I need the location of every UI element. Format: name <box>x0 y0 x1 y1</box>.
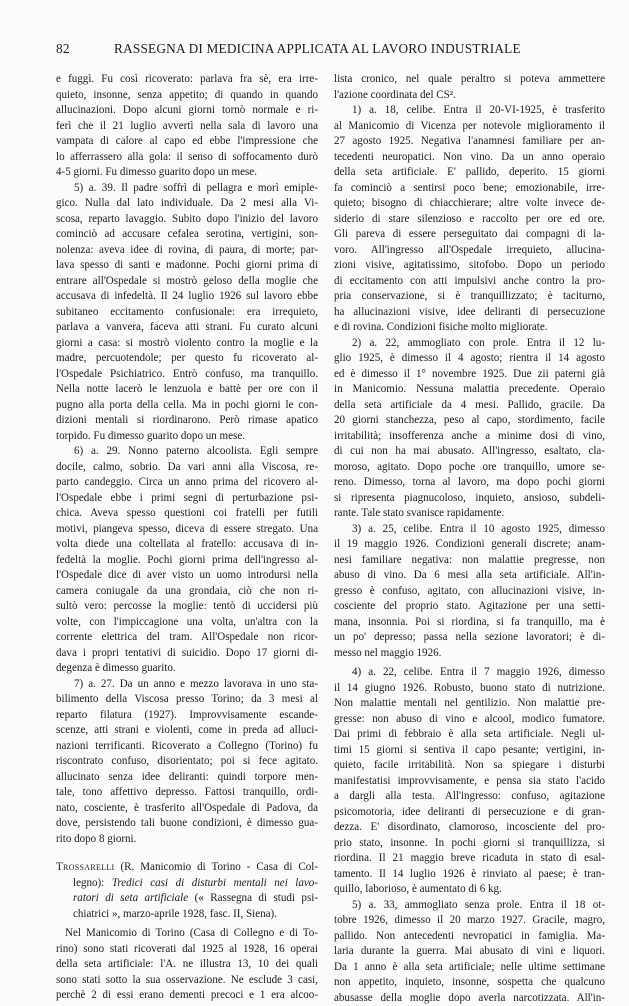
text-line: a dargli alla testa. All'ingresso: confuso, agitazione <box>334 789 605 805</box>
text-line: 1) a. 18, celibe. Entra il 20-VI-1925, è trasferito <box>334 103 605 119</box>
text-line: rito dopo 8 giorni. <box>56 832 318 848</box>
text-line: Nella notte lacerò le lenzuola e battè per ore con il <box>56 382 318 398</box>
text-line: Da 1 anno è alla seta artificiale; nelle ultime settimane <box>334 960 605 976</box>
case-1-paragraph <box>334 103 605 336</box>
text-line: moroso, agitato. Dopo poche ore tranquillo, umore se- <box>334 460 605 476</box>
text-line: nazioni terrificanti. Ricoverato a Collegno (Torino) fu <box>56 739 318 755</box>
text-line: torpido. Fu dimesso guarito dopo un mese. <box>56 429 318 445</box>
text-line: nato, cosciente, è trasferito all'Ospedale di Padova, da <box>56 801 318 817</box>
text-line: sono stati sotto la sua osservazione. Ne esclude 3 casi, <box>56 973 318 989</box>
text-line: di cui non ha mai abusato. All'ingresso, esaltato, cla- <box>334 444 605 460</box>
text-line: entrare all'Ospedale si mostrò geloso della moglie che <box>56 274 318 290</box>
text-line: 4) a. 22, celibe. Entra il 7 maggio 1926, dimesso <box>334 665 605 681</box>
text-line: tamento. Il 14 luglio 1926 è rinviato al paese; è tran- <box>334 867 605 883</box>
text-line: non appetito, inquieto, insonne, sospetta che qualcuno <box>334 975 605 991</box>
text-line: bilimento della Viscosa presso Torino; da 3 mesi al <box>56 692 318 708</box>
text-line: psicomotoria, idee deliranti di persecuzione e di gran- <box>334 805 605 821</box>
text-line: allucinazioni. Dopo alcuni giorni tornò normale e ri- <box>56 103 318 119</box>
text-line: siderio di stare silenzioso e raccolto per ore ed ore. <box>334 212 605 228</box>
text-line: lava spesso di santi e madonne. Pochi giorni prima di <box>56 258 318 274</box>
right-column <box>334 72 605 1006</box>
text-line: dava i propri tentativi di suicidio. Dopo 17 giorni di- <box>56 646 318 662</box>
text-line: dizioni mentali si riordinarono. Però rimase apatico <box>56 413 318 429</box>
text-line: gico. Nulla dal lato individuale. Da 2 mesi alla Vi- <box>56 196 318 212</box>
text-line: rante. Tale stato svanisce rapidamente. <box>334 506 605 522</box>
text-line: riscontrato confuso, disorientato; poi si fece agitato. <box>56 754 318 770</box>
text-line: pallido. Non antecedenti nevropatici in famiglia. Ma- <box>334 929 605 945</box>
reference-author: Trossarelli <box>56 861 115 873</box>
text-line: fedeltà la moglie. Pochi giorni prima dell'ingresso al- <box>56 553 318 569</box>
text-line: 6) a. 29. Nonno paterno alcoolista. Egli sempre <box>56 444 318 460</box>
text-line: fa cominciò a sentirsi poco bene; emozionabile, irre- <box>334 181 605 197</box>
text-line: 2) a. 22, ammogliato con prole. Entra il 12 lu- <box>334 336 605 352</box>
text-line: dove, persistendo tali buone condizioni, è dimesso gua- <box>56 816 318 832</box>
text-line: quieto, facile irritabilità. Non sa spiegare i disturbi <box>334 758 605 774</box>
text-line: docile, calmo, sobrio. Da vari anni alla Viscosa, re- <box>56 460 318 476</box>
text-line: della seta artificiale: l'A. ne illustra 13, 10 dei quali <box>56 957 318 973</box>
journal-title: RASSEGNA DI MEDICINA APPLICATA AL LAVORO INDUSTRIALE <box>114 41 521 57</box>
reference-line: Trossarelli (R. Manicomio di Torino - Casa di Col- <box>56 860 318 876</box>
left-column <box>56 72 318 1004</box>
text-line: 20 giorni stanchezza, peso al capo, stordimento, facile <box>334 413 605 429</box>
text-line: laria durante la guerra. Mai abusato di vini e liquori. <box>334 944 605 960</box>
text-line: reparto filatura (1927). Improvvisamente escande- <box>56 708 318 724</box>
text-line: in Manicomio. Nessuna malattia precedente. Operaio <box>334 382 605 398</box>
text-line: corrente elettrica del tram. All'Ospedale non ricor- <box>56 630 318 646</box>
text-line: voro. All'ingresso all'Ospedale irrequieto, allucina- <box>334 243 605 259</box>
text-line: madre, percuotendole; per questo fu ricoverato al- <box>56 351 318 367</box>
text-line: 5) a. 39. Il padre soffrì di pellagra e morì emiple- <box>56 181 318 197</box>
text-line: subitaneo eccitamento confusionale: era irrequieto, <box>56 305 318 321</box>
text-line: l'Ospedale Psichiatrico. Entrò confuso, ma tranquillo. <box>56 367 318 383</box>
reference-line: chiatrici », marzo-aprile 1928, fasc. II, Siena). <box>56 907 318 923</box>
text-line: della seta artificiale da 4 mesi. Pallido, gracile. Da <box>334 398 605 414</box>
text-line: tale, tono affettivo depresso. Fattosi tranquillo, ordi- <box>56 785 318 801</box>
text-line: rino) sono stati ricoverati dal 1925 al 1928, 16 operai <box>56 942 318 958</box>
paragraph-continued <box>56 72 318 181</box>
text-line: allucinato senza idee deliranti: quindi torpore men- <box>56 770 318 786</box>
text-line: lista cronico, nel quale peraltro si poteva ammettere <box>334 72 605 88</box>
text-line: scosa, reparto lavaggio. Subito dopo l'inizio del lavoro <box>56 212 318 228</box>
text-line: prio stato, insonne. In pochi giorni si tranquillizza, si <box>334 836 605 852</box>
text-line: pria conservazione, si è tranquillizzato; è taciturno, <box>334 289 605 305</box>
text-line: camera coniugale da una grondaia, ciò che non ri- <box>56 584 318 600</box>
text-line: parto candeggio. Circa un anno prima del ricovero al- <box>56 475 318 491</box>
text-line: l'Ospedale ebbe i primi segni di perturbazione psi- <box>56 491 318 507</box>
text-line: accusava di infedeltà. Il 24 luglio 1926 sul lavoro ebbe <box>56 289 318 305</box>
text-line: il 19 maggio 1926. Condizioni generali discrete; anam- <box>334 537 605 553</box>
text-line: un po' depresso; passa nella sezione lavoratori; è di- <box>334 630 605 646</box>
case-2-paragraph <box>334 336 605 522</box>
text-line: zioni visive, agitatissimo, sitofobo. Dopo un periodo <box>334 258 605 274</box>
text-line: Gli pareva di essere perseguitato dai compagni di la- <box>334 227 605 243</box>
text-line: cominciò ad accusare cefalea serotina, vertigini, son- <box>56 227 318 243</box>
reference-title: Tredici casi di disturbi mentali nei lavo- <box>112 877 318 889</box>
text-line: volta diede una coltellata al fratello: accusava di in- <box>56 537 318 553</box>
text-line: irritabilità; insofferenza anche a minime dosi di vino, <box>334 429 605 445</box>
text-line: 5) a. 33, ammogliato senza prole. Entra il 18 ot- <box>334 898 605 914</box>
reference-line: ratori di seta artificiale (« Rassegna di studi psi- <box>56 891 318 907</box>
text-line: degenza è dimesso guarito. <box>56 661 318 677</box>
text-line: e fuggì. Fu così ricoverato: parlava fra sè, era irre- <box>56 72 318 88</box>
text-line: il 14 giugno 1926. Robusto, buono stato di nutrizione. <box>334 681 605 697</box>
text-line: di eccitamento con atti impulsivi anche contro la pro- <box>334 274 605 290</box>
text-line: abuso di vino. Da 6 mesi alla seta artificiale. All'in- <box>334 568 605 584</box>
text-line: si ripresenta piagnucoloso, inquieto, ansioso, subdeli- <box>334 491 605 507</box>
case-3-paragraph <box>334 522 605 662</box>
text-line: timi 15 giorni si sentiva il capo pesante; vertigini, in- <box>334 743 605 759</box>
reference-title: ratori di seta artificiale <box>73 892 188 904</box>
case-5-paragraph <box>334 898 605 1006</box>
text-line: dezza. E' disordinato, clamoroso, incosciente del pro- <box>334 820 605 836</box>
text-line: ferì che il 21 luglio avvertì nella sala di lavoro una <box>56 119 318 135</box>
page-number: 82 <box>56 41 70 57</box>
text-line: l'azione coordinata del CS². <box>334 88 605 104</box>
reference-line: legno): Tredici casi di disturbi mentali nei lavo- <box>56 876 318 892</box>
text-line: quieto; bisogno di chiacchierare; altre volte invece de- <box>334 196 605 212</box>
text-line: reno. Dimesso, torna al lavoro, ma dopo pochi giorni <box>334 475 605 491</box>
text-line: al Manicomio di Vicenza per notevole miglioramento il <box>334 119 605 135</box>
text-line: tobre 1926, dimesso il 20 marzo 1927. Gracile, magro, <box>334 913 605 929</box>
text-line: lo afferrassero alla gola: il senso di soffocamento durò <box>56 150 318 166</box>
case-4-paragraph <box>334 665 605 898</box>
text-line: nesi familiare negativa: non malattie pregresse, non <box>334 553 605 569</box>
text-line: pugno alla porta della cella. Ma in pochi giorni le con- <box>56 398 318 414</box>
summary-continued <box>334 72 605 103</box>
text-line: volte, con l'impiccagione una volta, un'altra con la <box>56 615 318 631</box>
text-line: nolenza: aveva idee di rovina, di paura, di morte; par- <box>56 243 318 259</box>
text-line: abusasse della moglie dopo averla narcotizzata. All'in- <box>334 991 605 1006</box>
text-line: e di rovina. Condizioni fisiche molto migliorate. <box>334 320 605 336</box>
text-line: 3) a. 25, celibe. Entra il 10 agosto 1925, dimesso <box>334 522 605 538</box>
text-line: 27 agosto 1925. Negativa l'anamnesi familiare per an- <box>334 134 605 150</box>
text-line: 7) a. 27. Da un anno e mezzo lavorava in uno sta- <box>56 677 318 693</box>
case-6-paragraph <box>56 444 318 677</box>
text-line: quillo, laborioso, è aumentato di 6 kg. <box>334 882 605 898</box>
text-line: glio 1925, è dimesso il 4 agosto; rientra il 14 agosto <box>334 351 605 367</box>
case-5-paragraph <box>56 181 318 445</box>
text-line: l'Ospedale dice di aver visto un uomo introdursi nella <box>56 568 318 584</box>
text-line: perchè 2 di essi erano dementi precoci e 1 era alcoo- <box>56 988 318 1004</box>
text-line: riordina. Il 21 maggio breve ricaduta in stato di esal- <box>334 851 605 867</box>
text-line: messo nel maggio 1926. <box>334 646 605 662</box>
text-line: della seta artificiale. E' pallido, deperito. 15 giorni <box>334 165 605 181</box>
text-line: ed è dimesso il 1° novembre 1925. Due zii paterni già <box>334 367 605 383</box>
text-line: sultò vero: percosse la moglie: tentò di uccidersi più <box>56 599 318 615</box>
bibliographic-reference <box>56 860 318 922</box>
text-line: cosciente del proprio stato. Agitazione per una setti- <box>334 599 605 615</box>
text-line: vampata di calore al capo ed ebbe l'impressione che <box>56 134 318 150</box>
text-line: tecedenti neuropatici. Non vino. Da un anno operaio <box>334 150 605 166</box>
text-line: mana, insonnia. Poi si riordina, si fa tranquillo, ma è <box>334 615 605 631</box>
text-line: giorni a casa: si mostrò violento contro la moglie e la <box>56 336 318 352</box>
text-line: quieto, insonne, senza appetito; di quando in quando <box>56 88 318 104</box>
case-7-paragraph <box>56 677 318 848</box>
text-line: parlava a vanvera, faceva atti strani. Fu curato alcuni <box>56 320 318 336</box>
text-line: gresso è confuso, agitato, con allucinazioni visive, in- <box>334 584 605 600</box>
text-line: ha allucinazioni visive, idee deliranti di persecuzione <box>334 305 605 321</box>
text-line: motivi, piangeva spesso, diceva di essere stregato. Una <box>56 522 318 538</box>
text-line: Nel Manicomio di Torino (Casa di Collegno e di To- <box>56 926 318 942</box>
summary-paragraph <box>56 926 318 1004</box>
text-line: manifestatisi improvvisamente, e pensa sia stato l'acido <box>334 774 605 790</box>
text-line: chica. Aveva spesso questioni coi fratelli per futili <box>56 506 318 522</box>
text-line: scenze, atti strani e violenti, come in preda ad alluci- <box>56 723 318 739</box>
text-line: Dai primi di febbraio è alla seta artificiale. Negli ul- <box>334 727 605 743</box>
text-line: 4-5 giorni. Fu dimesso guarito dopo un mese. <box>56 165 318 181</box>
text-line: Non malattie mentali nel gentilizio. Non malattie pre- <box>334 696 605 712</box>
text-line: gresse: non abuso di vino e alcool, modico fumatore. <box>334 712 605 728</box>
